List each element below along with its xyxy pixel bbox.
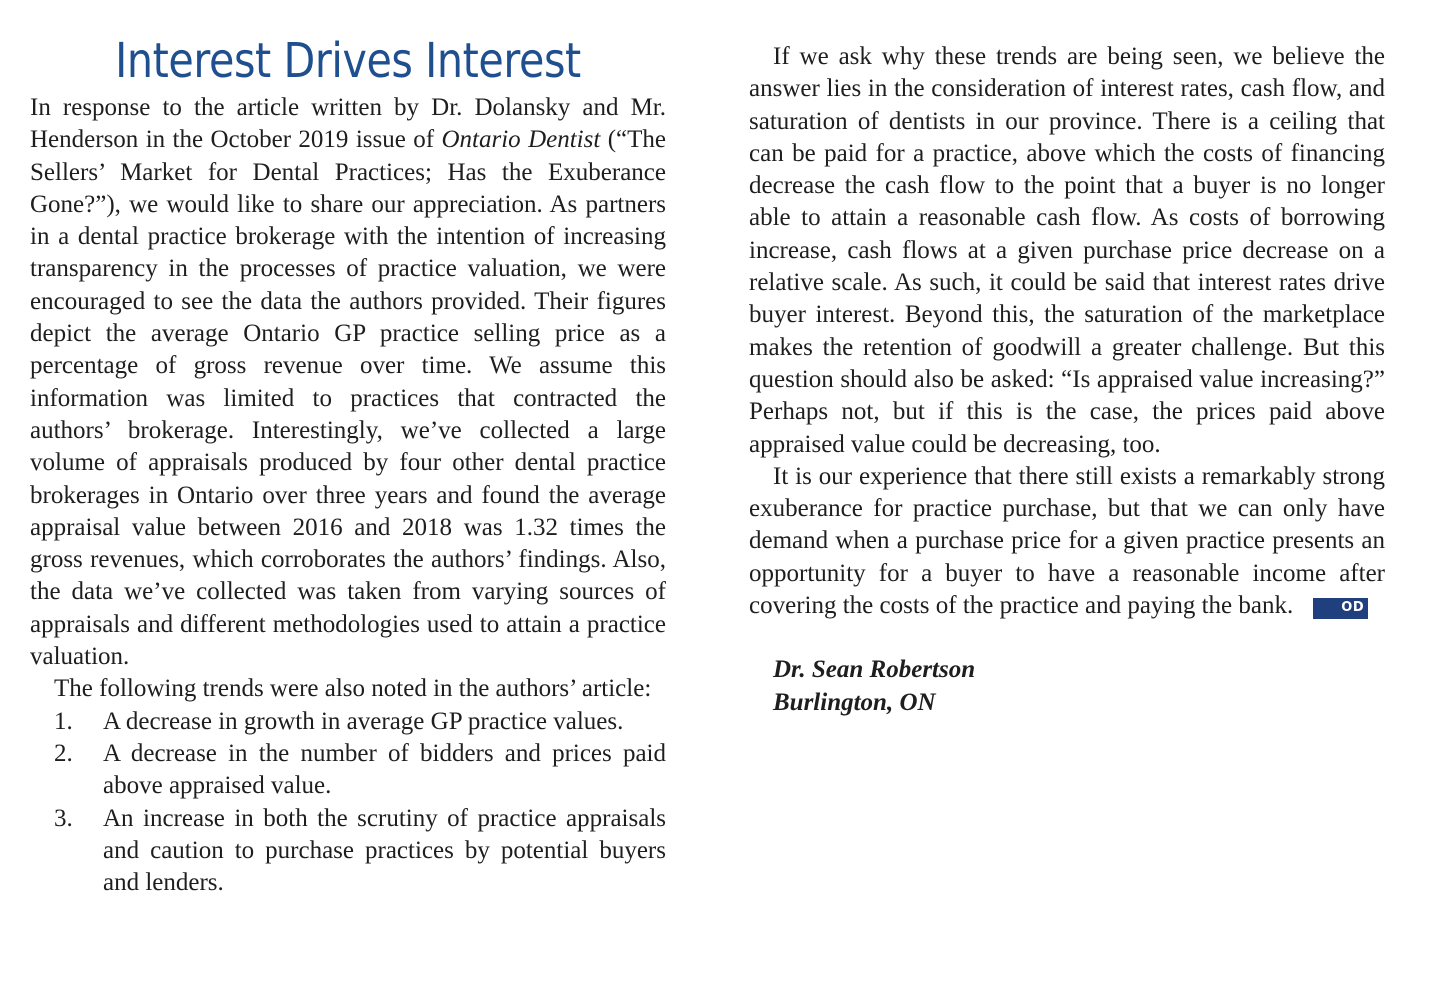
- publication-title: Ontario Dentist: [441, 126, 601, 154]
- trends-list: [30, 706, 666, 900]
- list-item-number: 3.: [54, 804, 73, 832]
- paragraph-response-start: In response to the article written by Dr. Dolansky and Mr. Henderson in the October 2019 issue of: [30, 94, 666, 154]
- paragraph-trends-intro: The following trends were also noted in the authors’ article:: [54, 675, 652, 703]
- paragraph-response: [30, 92, 666, 673]
- author-location: Burlington, ON: [773, 688, 936, 716]
- list-item-number: 2.: [54, 739, 73, 767]
- paragraph-conclusion-text: It is our experience that there still exists a remarkably strong exuberance for practice purchase, but that we can only have demand when a purchase price for a given practice presents an opportunity for a buyer to have a reasonable income after covering the costs of the practice and paying the bank.: [749, 462, 1385, 620]
- paragraph-interest-rates: If we ask why these trends are being seen, we believe the answer lies in the consideration of interest rates, cash flow, and saturation of dentists in our province. There is a ceiling that can be paid for a practice, above which the costs of financing decrease the cash flow to the point that a buyer is no longer able to attain a reasonable cash flow. As costs of borrowing increase, cash flows at a given purchase price decrease on a relative scale. As such, it could be said that interest rates drive buyer interest. Beyond this, the saturation of the marketplace makes the retention of goodwill a greater challenge. But this question should also be asked: “Is appraised value increasing?” Perhaps not, but if this is the case, the prices paid above appraised value could be decreasing, too.: [749, 43, 1385, 458]
- headline: Interest Drives Interest: [115, 33, 581, 89]
- signature: [749, 654, 1385, 719]
- paragraph-conclusion: [749, 461, 1385, 622]
- list-item: [30, 803, 666, 900]
- right-column: [749, 41, 1385, 719]
- list-item: [30, 706, 666, 738]
- left-column: [30, 0, 666, 899]
- list-item-text: A decrease in growth in average GP practice values.: [103, 707, 624, 735]
- od-end-mark-icon: OD: [1313, 598, 1368, 619]
- list-item-text: A decrease in the number of bidders and prices paid above appraised value.: [103, 739, 666, 800]
- paragraph-response-rest: (“The Sellers’ Market for Dental Practices; Has the Exuberance Gone?”), we would like to share our appreciation. As partners in a dental practice brokerage with the intention of increasing transparency in the processes of practice valuation, we were encouraged to see the data the authors provided. Their figures depict the average Ontario GP practice selling price as a percentage of gross revenue over time. We assume this information was limited to practices that contracted the authors’ brokerage. Interestingly, we’ve collected a large volume of appraisals produced by four other dental practice brokerages in Ontario over three years and found the average appraisal value between 2016 and 2018 was 1.32 times the gross revenues, which corroborates the authors’ findings. Also, the data we’ve collected was taken from varying sources of appraisals and different methodologies used to attain a practice valuation.: [30, 126, 666, 671]
- list-item: [30, 738, 666, 803]
- author-name: Dr. Sean Robertson: [773, 656, 976, 684]
- list-item-text: An increase in both the scrutiny of practice appraisals and caution to purchase practices by potential buyers and lenders.: [103, 804, 666, 897]
- list-item-number: 1.: [54, 707, 73, 735]
